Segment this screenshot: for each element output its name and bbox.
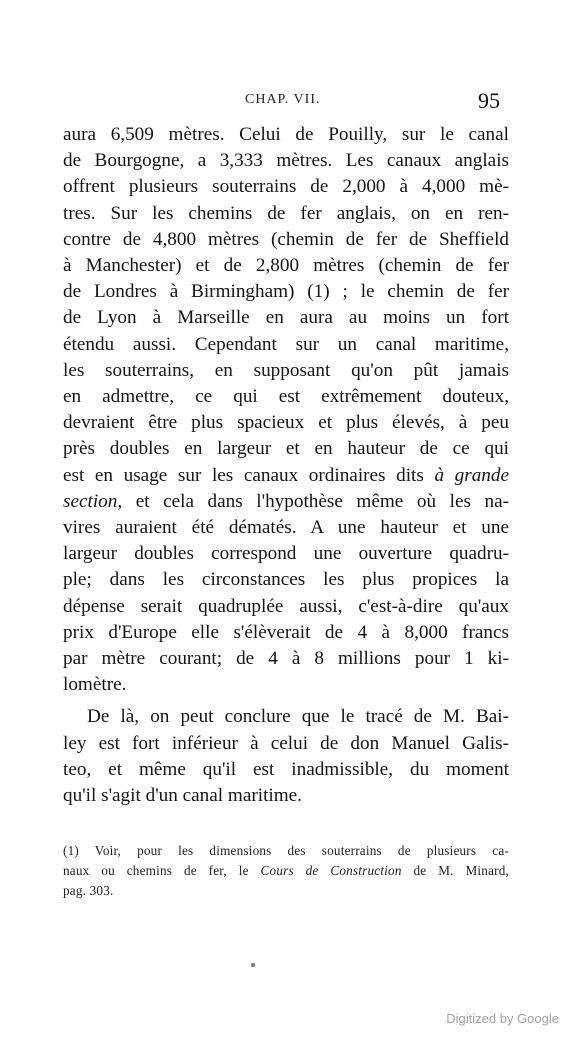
ink-speck [251, 963, 255, 967]
text-segment: de M. Minard, [413, 863, 510, 878]
footnote-line: pag. 303. [63, 883, 114, 898]
text-line [63, 463, 509, 489]
text-line: les souterrains, en supposant qu'on pût jamais [63, 359, 509, 381]
chapter-title: CHAP. VII. [245, 92, 321, 107]
text-segment: est en usage sur les canaux ordinaires dits [63, 464, 424, 486]
text-line: de Bourgogne, a 3,333 mètres. Les canaux anglais [63, 150, 509, 172]
text-line [63, 489, 509, 515]
italic-term: Cours de Construction [260, 863, 402, 878]
text-line: devraient être plus spacieux et plus élevés, à peu [63, 412, 509, 434]
text-line: prix d'Europe elle s'élèverait de 4 à 8,000 francs [63, 621, 509, 643]
text-line: dépense serait quadruplée aussi, c'est-à-dire qu'aux [63, 595, 509, 617]
footnote-line [63, 861, 509, 881]
text-line: qu'il s'agit d'un canal maritime. [63, 785, 302, 807]
text-line: offrent plusieurs souterrains de 2,000 à 4,000 mè- [63, 176, 509, 198]
italic-term: à grande [434, 464, 510, 486]
text-line: aura 6,509 mètres. Celui de Pouilly, sur le canal [63, 124, 509, 145]
text-line: par mètre courant; de 4 à 8 millions pour 1 ki- [63, 648, 509, 670]
body-text [63, 122, 509, 809]
text-line: à Manchester) et de 2,800 mètres (chemin de fer [63, 255, 509, 277]
text-line: ple; dans les circonstances les plus propices la [63, 569, 509, 591]
text-line: largeur doubles correspond une ouverture quadru- [63, 543, 509, 565]
text-line: lomètre. [63, 674, 127, 696]
text-segment: , et cela dans l'hypothèse même où les na- [117, 490, 509, 512]
page-number: 95 [478, 88, 500, 113]
running-head [0, 88, 575, 112]
text-line: vires auraient été dématés. A une hauteur et une [63, 517, 509, 539]
text-line: ley est fort inférieur à celui de don Manuel Galis- [63, 732, 509, 754]
text-line: teo, et même qu'il est inadmissible, du moment [63, 758, 509, 780]
text-line: tres. Sur les chemins de fer anglais, on en ren- [63, 202, 509, 224]
text-line: près doubles en largeur et en hauteur de ce qui [63, 438, 509, 460]
footnote [63, 841, 509, 901]
text-line: en admettre, ce qui est extrêmement douteux, [63, 386, 509, 408]
text-line: étendu aussi. Cependant sur un canal maritime, [63, 333, 509, 355]
text-line: de Lyon à Marseille en aura au moins un fort [63, 307, 509, 329]
italic-term: section [63, 490, 118, 512]
text-line: contre de 4,800 mètres (chemin de fer de Sheffield [63, 228, 509, 250]
text-line: De là, on peut conclure que le tracé de M. Bai- [87, 706, 509, 728]
digitization-watermark: Digitized by Google [446, 1011, 559, 1026]
text-line: de Londres à Birmingham) (1) ; le chemin de fer [63, 281, 509, 303]
text-segment: naux ou chemins de fer, le [63, 863, 249, 878]
footnote-line: (1) Voir, pour les dimensions des souterrains de plusieurs ca- [63, 843, 509, 858]
